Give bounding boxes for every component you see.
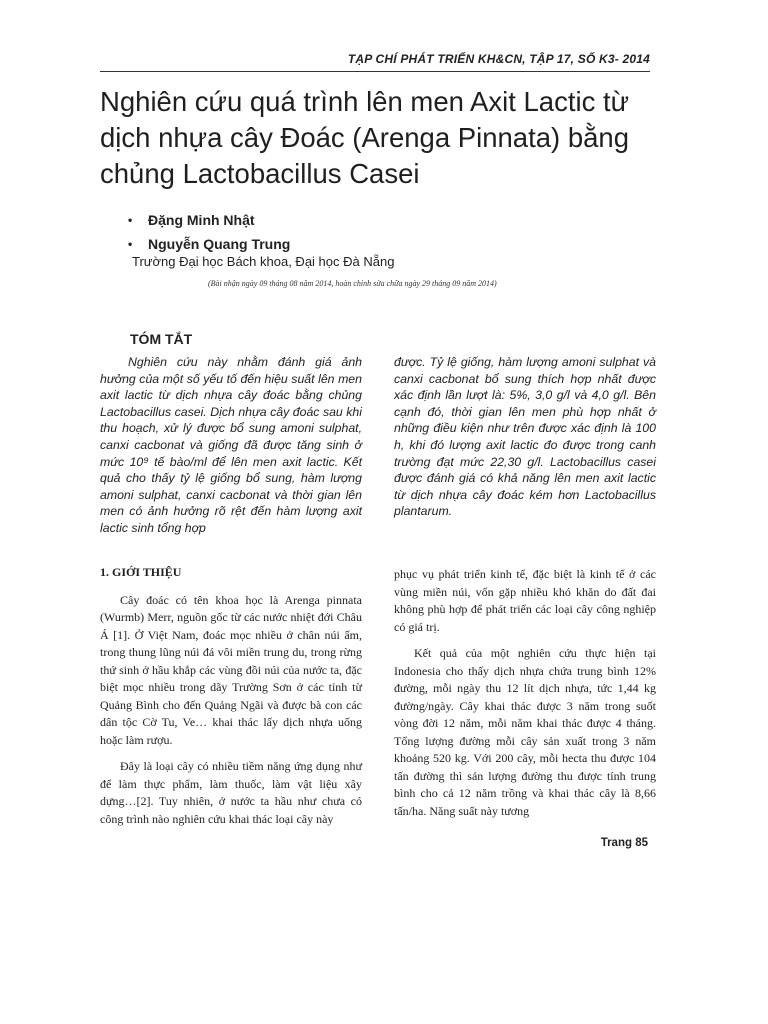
paragraph: Kết quả của một nghiên cứu thực hiện tại Indonesia cho thấy dịch nhựa chứa trung bình 12% đường, mỗi ngày thu 12 lít dịch nhựa, tức 1,44 kg đường/ngày. Cây khai thác được 3 năm trong suốt vòng đời 12 năm, mỗi năm khai thác được 4 tháng. Tổng lượng đường mỗi cây sản xuất trong 3 năm khoảng 520 kg. Với 200 cây, mỗi hecta thu được 104 tấn đường thì sản lượng đường thu được tính trung bình cho cả 12 năm trồng và khai thác cây là 8,66 tấn/ha. Năng suất này tương	[394, 646, 656, 818]
paragraph: Cây đoác có tên khoa học là Arenga pinnata (Wurmb) Merr, nguồn gốc từ các nước nhiệt đới Châu Á [1]. Ở Việt Nam, đoác mọc nhiều ở chân núi ẩm, trong thung lũng núi đá vôi miền trung du, trong rừng thứ sinh ở hầu khắp các vùng đồi núi của nước ta, đặc biệt mọc nhiều trong dãy Trường Sơn ở các tỉnh từ Quảng Bình cho đến Quảng Ngãi và được bà con các dân tộc Cờ Tu, Ve… khai thác lấy dịch nhựa uống hoặc làm rượu.	[100, 592, 362, 747]
author-name: Nguyễn Quang Trung	[148, 236, 291, 252]
section-heading-intro: 1. GIỚI THIỆU	[100, 565, 182, 579]
paragraph: phục vụ phát triển kinh tế, đặc biệt là kinh tế ở các vùng miền núi, vốn gặp nhiều khó khăn do đất đai không phù hợp để phát triển các loại cây công nghiệp có giá trị.	[394, 567, 656, 634]
article-title: Nghiên cứu quá trình lên men Axit Lactic từ dịch nhựa cây Đoác (Arenga Pinnata) bằng chủng Lactobacillus Casei	[100, 86, 630, 189]
affiliation: Trường Đại học Bách khoa, Đại học Đà Nẵng	[132, 254, 395, 269]
abstract-column-left: Nghiên cứu này nhằm đánh giá ảnh hưởng của một số yếu tố đến hiệu suất lên men axit lactic từ dịch nhựa cây đoác bằng chủng Lactobacillus casei. Dịch nhựa cây đoác sau khi thu hoạch, xử lý được bổ sung amoni sulphat, canxi cacbonat và giống đã được tăng sinh ở mức 10⁹ tế bào/ml để lên men axit lactic. Kết quả cho thấy tỷ lệ giống bổ sung, hàm lượng amoni sulphat, canxi cacbonat và thời gian lên men có ảnh hưởng rõ rệt đến hàm lượng axit lactic sinh tổng hợp	[100, 355, 362, 535]
body-column-right	[394, 566, 656, 829]
abstract-column-right: được. Tỷ lệ giống, hàm lượng amoni sulphat và canxi cacbonat bổ sung thích hợp nhất được xác định lần lượt là: 5%, 3,0 g/l và 4,0 g/l. Bên cạnh đó, thời gian lên men phù hợp nhất ở những điều kiện như trên được xác định là 100 h, khi đó lượng axit lactic đo được trong canh trường đạt mức 22,30 g/l. Lactobacillus casei được đánh giá có khả năng lên men axit lactic từ dịch nhựa cây đoác kém hơn Lactobacillus plantarum.	[394, 355, 656, 519]
bullet-icon: •	[128, 237, 133, 251]
body-column-left	[100, 564, 362, 837]
header-rule	[100, 71, 650, 72]
received-date: (Bài nhận ngày 09 tháng 08 năm 2014, hoàn chỉnh sửa chữa ngày 29 tháng 09 năm 2014)	[208, 279, 497, 288]
author-list	[128, 208, 290, 256]
paragraph: Đây là loại cây có nhiều tiềm năng ứng dụng như để làm thực phẩm, làm thuốc, làm vật liệu xây dựng…[2]. Tuy nhiên, ở nước ta hầu như chưa có công trình nào nghiên cứu khai thác loại cây này	[100, 759, 362, 826]
page-number: Trang 85	[600, 837, 648, 849]
bullet-icon: •	[128, 213, 133, 227]
journal-header: TẠP CHÍ PHÁT TRIỂN KH&CN, TẬP 17, SỐ K3- 2014	[347, 52, 650, 66]
author-item	[128, 208, 290, 232]
abstract-heading: TÓM TẮT	[130, 331, 193, 347]
author-item	[128, 232, 290, 256]
author-name: Đặng Minh Nhật	[148, 212, 255, 228]
